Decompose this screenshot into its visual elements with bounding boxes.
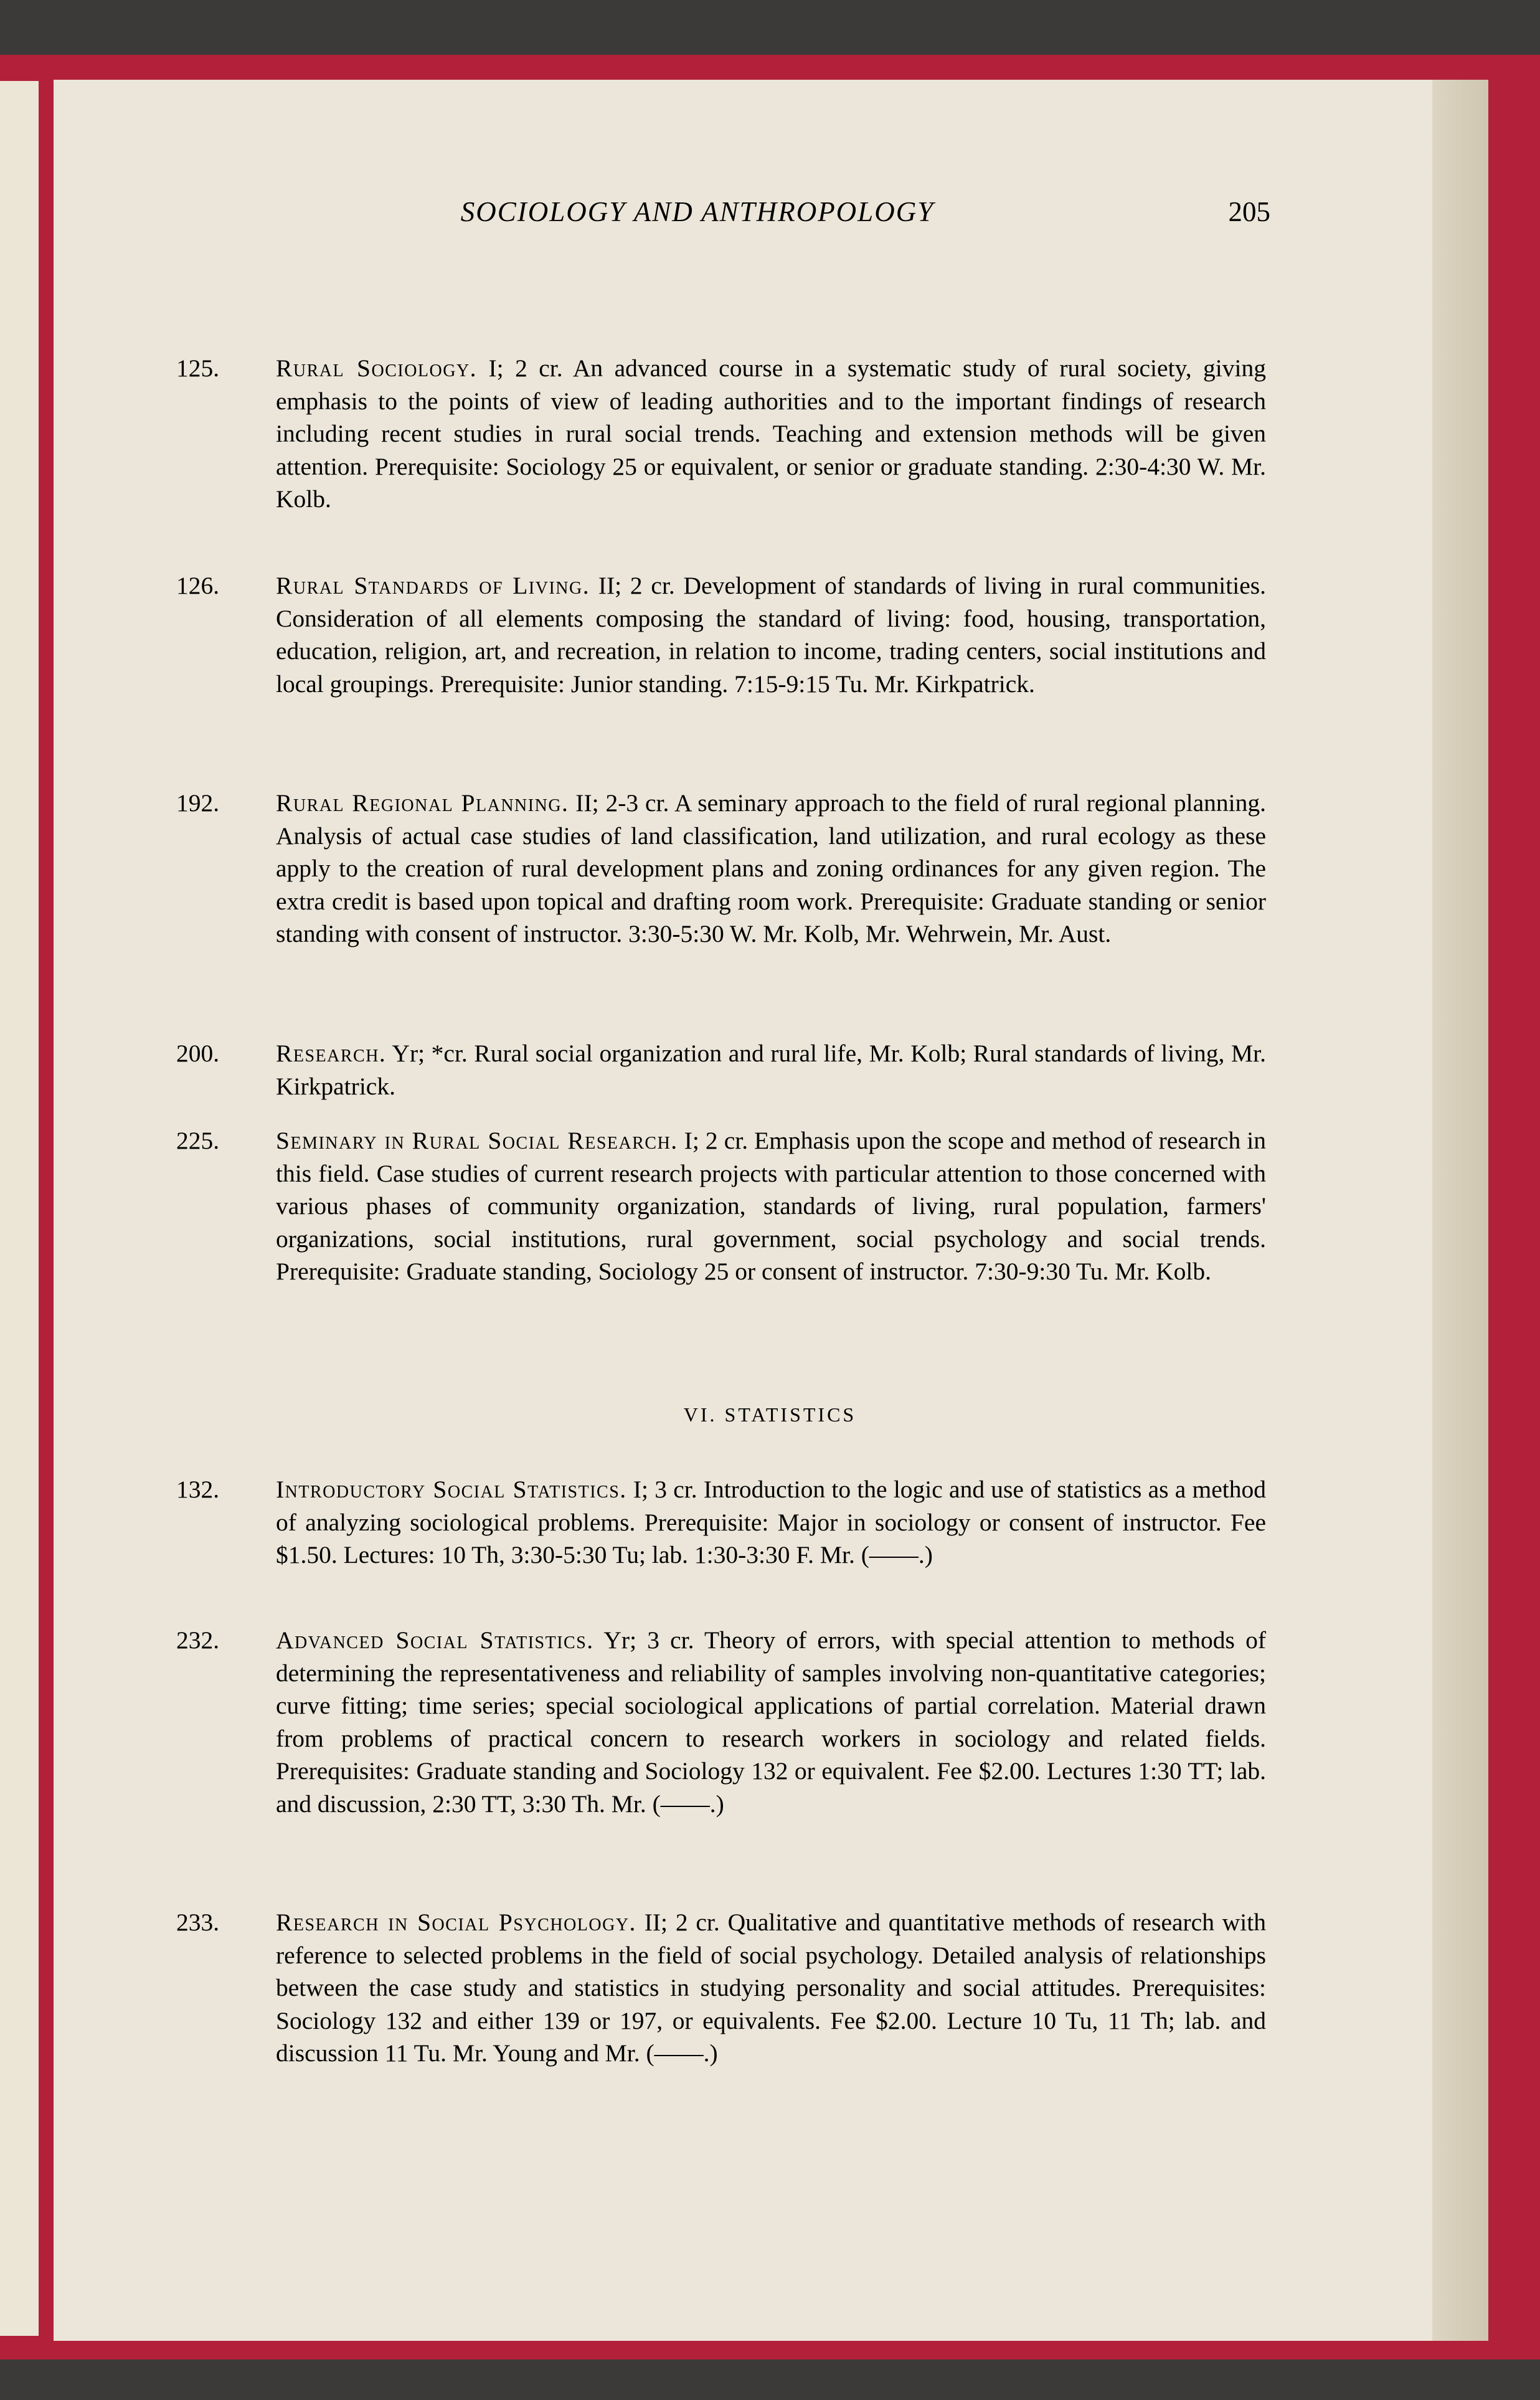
- course-description: Yr; *cr. Rural social organization and rural life, Mr. Kolb; Rural standards of living, Mr. Kirkpatrick.: [276, 1040, 1266, 1100]
- section-heading: VI. STATISTICS: [683, 1403, 857, 1426]
- course-title: Introductory Social Statistics.: [276, 1476, 627, 1503]
- course-entry: [176, 1124, 1266, 1288]
- course-entry: [176, 569, 1266, 700]
- course-number: 132.: [176, 1476, 220, 1503]
- course-description: II; 2 cr. Development of standards of living in rural communities. Consideration of all elements composing the standard of living: food, housing, transportation, education, religion, art, and recreation, in relation to income, trading centers, social institutions and local groupings. Prerequisite: Junior standing. 7:15-9:15 Tu. Mr. Kirkpatrick.: [276, 572, 1266, 698]
- course-number: 126.: [176, 572, 220, 599]
- course-entry: [176, 1906, 1266, 2070]
- course-number: 192.: [176, 789, 220, 817]
- course-entry: [176, 1037, 1266, 1103]
- course-description: I; 3 cr. Introduction to the logic and use of statistics as a method of analyzing sociological problems. Prerequisite: Major in sociology or consent of instructor. Fee $1.50. Lectures: 10 Th, 3:30-5:30 Tu; lab. 1:30-3:30 F. Mr. (——.): [276, 1476, 1267, 1568]
- page-header: [386, 196, 1270, 245]
- course-description: II; 2-3 cr. A seminary approach to the field of rural regional planning. Analysis of actual case studies of land classification, land utilization, and rural ecology as these apply to the creation of rural development plans and zoning ordinances for any given region. The extra credit is based upon topical and drafting room work. Prerequisite: Graduate standing or senior standing with consent of instructor. 3:30-5:30 W. Mr. Kolb, Mr. Wehrwein, Mr. Aust.: [276, 789, 1267, 947]
- course-title: Rural Regional Planning.: [276, 789, 569, 817]
- course-title: Seminary in Rural Social Research.: [276, 1127, 678, 1154]
- course-number: 232.: [176, 1626, 220, 1654]
- running-title: SOCIOLOGY AND ANTHROPOLOGY: [460, 196, 935, 227]
- course-title: Rural Sociology.: [276, 354, 478, 382]
- course-description: I; 2 cr. Emphasis upon the scope and method of research in this field. Case studies of current research projects with particular attention to those concerned with various phases of community organization, standards of living, rural population, farmers' organizations, social institutions, rural government, social psychology and social trends. Prerequisite: Graduate standing, Sociology 25 or consent of instructor. 7:30-9:30 Tu. Mr. Kolb.: [276, 1127, 1266, 1285]
- course-entry: [176, 1624, 1266, 1820]
- page-stack-edge: [1432, 80, 1488, 2341]
- course-title: Research in Social Psychology.: [276, 1909, 636, 1936]
- course-description: Yr; 3 cr. Theory of errors, with special attention to methods of determining the representativeness and reliability of samples involving non-quantitative categories; curve fitting; time series; special sociological applications of partial correlation. Material drawn from problems of practical concern to research workers in sociology and related fields. Prerequisites: Graduate standing and Sociology 132 or equivalent. Fee $2.00. Lectures 1:30 TT; lab. and discussion, 2:30 TT, 3:30 Th. Mr. (——.): [276, 1626, 1266, 1818]
- course-number: 200.: [176, 1040, 220, 1067]
- course-title: Research.: [276, 1040, 387, 1067]
- course-entry: [176, 1473, 1266, 1572]
- page-number: 205: [1228, 196, 1270, 227]
- course-number: 225.: [176, 1127, 220, 1154]
- course-number: 125.: [176, 354, 220, 382]
- previous-page-edge: [0, 81, 39, 2336]
- course-title: Rural Standards of Living.: [276, 572, 590, 599]
- course-title: Advanced Social Statistics.: [276, 1626, 594, 1654]
- course-description: II; 2 cr. Qualitative and quantitative methods of research with reference to selected problems in the field of social psychology. Detailed analysis of relationships between the case study and statistics in studying personality and social attitudes. Prerequisites: Sociology 132 and either 139 or 197, or equivalents. Fee $2.00. Lecture 10 Tu, 11 Th; lab. and discussion 11 Tu. Mr. Young and Mr. (——.): [276, 1909, 1266, 2067]
- course-entry: [176, 352, 1266, 516]
- course-description: I; 2 cr. An advanced course in a systematic study of rural society, giving emphasis to the points of view of leading authorities and to the important findings of research including recent studies in rural social trends. Teaching and extension methods will be given attention. Prerequisite: Sociology 25 or equivalent, or senior or graduate standing. 2:30-4:30 W. Mr. Kolb.: [276, 354, 1266, 513]
- course-number: 233.: [176, 1909, 220, 1936]
- course-entry: [176, 787, 1266, 951]
